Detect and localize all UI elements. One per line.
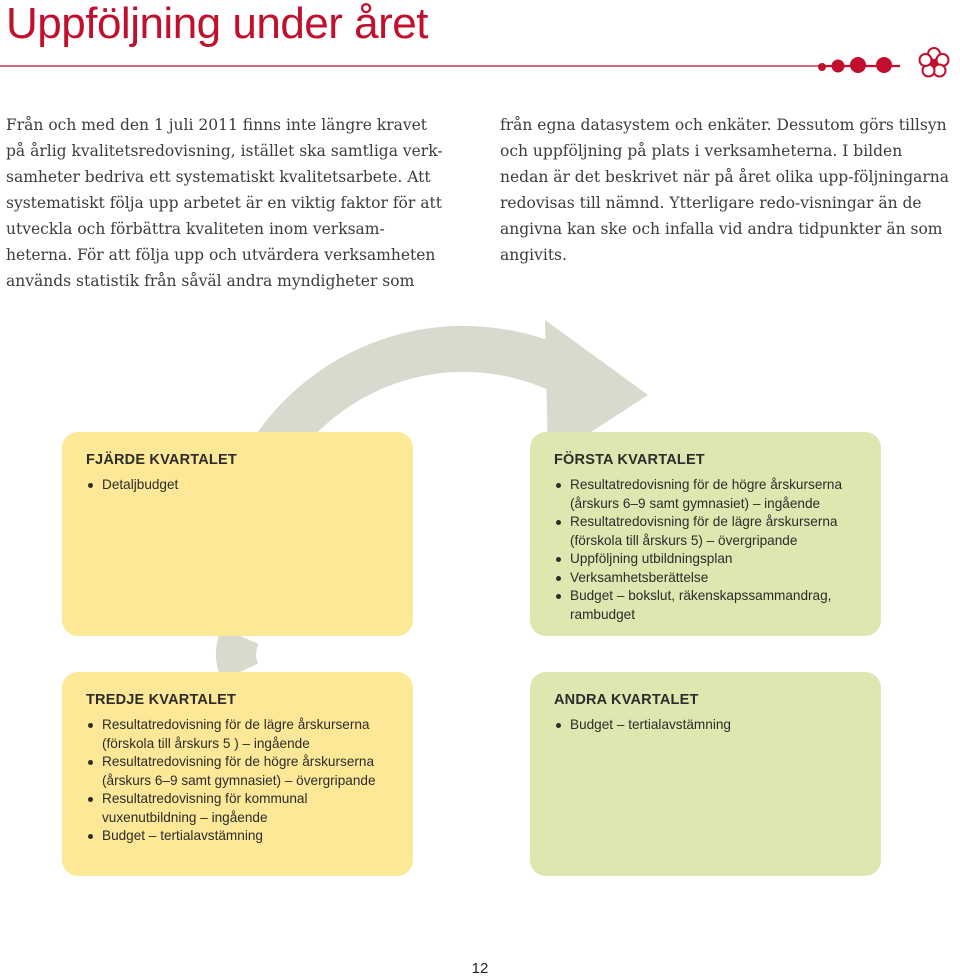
intro-right-paragraph: från egna datasystem och enkäter. Dessutom görs tillsyn och uppföljning på plats i verksamheterna. I bilden nedan är det beskrivet när på året olika upp-följningarna redovisas till nämnd. Ytterligare redo-visningar än de angivna kan ske och infalla vid andra tidpunkter än som angivits.: [500, 116, 950, 264]
page-number: 12: [471, 960, 489, 977]
list-item: Resultatredovisning för de högre årskurserna (årskurs 6–9 samt gymnasiet) – ingående: [554, 476, 857, 513]
quarter-card-q1: [530, 432, 881, 636]
quarter-list: [86, 716, 389, 846]
page-title: Uppföljning under året: [6, 0, 428, 48]
intro-left-paragraph: Från och med den 1 juli 2011 finns inte längre kravet på årlig kvalitetsredovisning, istället ska samtliga verk-samheter bedriva ett systematiskt kvalitetsarbete. Att systematiskt följa upp arbetet är en viktig faktor för att utveckla och förbättra kvaliteten inom verksam-heterna. För att följa upp och utvärdera verksamheten används statistik från såväl andra myndigheter som: [6, 116, 443, 290]
quarter-list: [86, 476, 389, 495]
cycle-arrow-lower-left: [236, 636, 240, 672]
list-item: Resultatredovisning för de högre årskurserna (årskurs 6–9 samt gymnasiet) – övergripande: [86, 753, 389, 790]
list-item: Budget – bokslut, räkenskapssammandrag, rambudget: [554, 587, 857, 624]
list-item: Budget – tertialavstämning: [554, 716, 857, 735]
quarter-list: [554, 476, 857, 624]
list-item: Detaljbudget: [86, 476, 389, 495]
quarter-heading: ANDRA KVARTALET: [554, 692, 699, 708]
list-item: Verksamhetsberättelse: [554, 569, 857, 588]
list-item: Resultatredovisning för kommunal vuxenutbildning – ingående: [86, 790, 389, 827]
quarter-heading: FJÄRDE KVARTALET: [86, 452, 237, 468]
list-item: Uppföljning utbildningsplan: [554, 550, 857, 569]
quarter-heading: FÖRSTA KVARTALET: [554, 452, 705, 468]
quarter-heading: TREDJE KVARTALET: [86, 692, 237, 708]
quarter-card-q4: [62, 432, 413, 636]
quarter-card-q2: [530, 672, 881, 876]
list-item: Budget – tertialavstämning: [86, 827, 389, 846]
list-item: Resultatredovisning för de lägre årskurserna (förskola till årskurs 5 ) – ingående: [86, 716, 389, 753]
quarter-list: [554, 716, 857, 735]
list-item: Resultatredovisning för de lägre årskurserna (förskola till årskurs 5) – övergripande: [554, 513, 857, 550]
quarter-card-q3: [62, 672, 413, 876]
